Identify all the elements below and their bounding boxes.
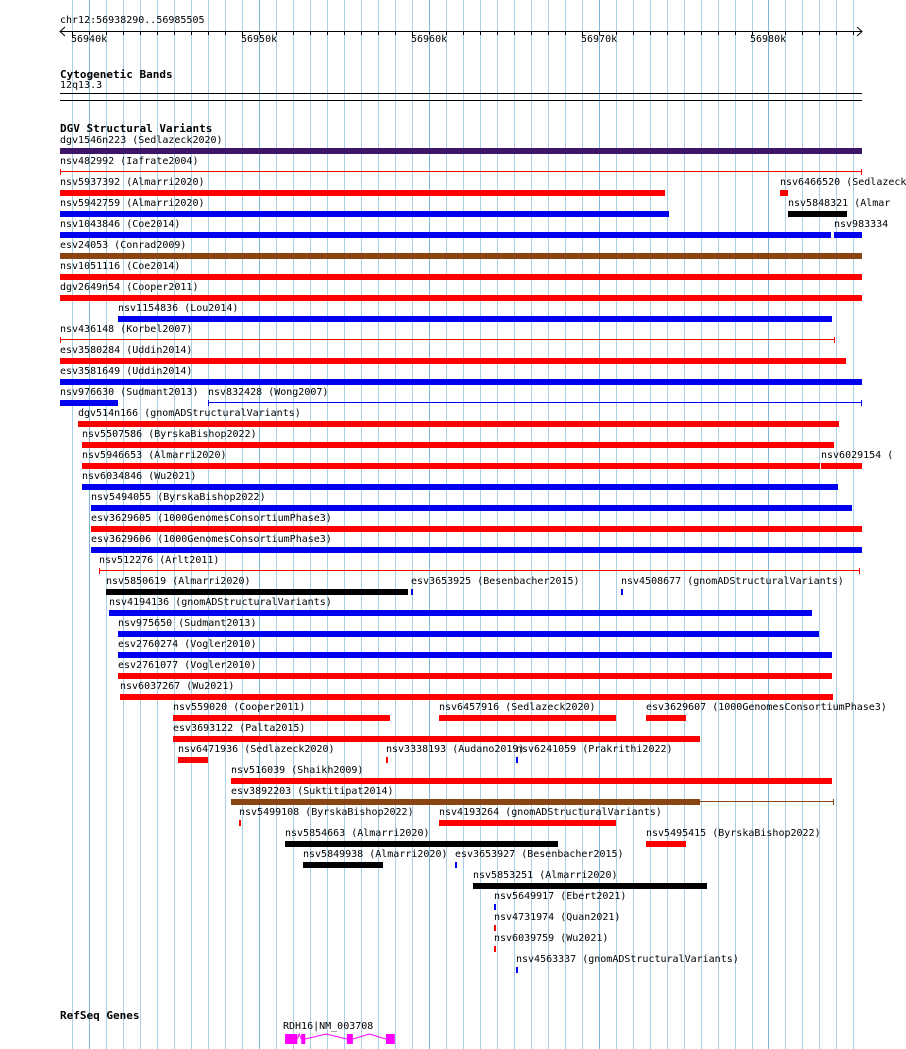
sv-feature-label[interactable]: nsv4508677 (gnomADStructuralVariants) <box>621 576 844 587</box>
sv-feature-label[interactable]: nsv5854663 (Almarri2020) <box>285 828 430 839</box>
sv-feature-label[interactable]: dgv2649n54 (Cooper2011) <box>60 282 199 293</box>
sv-feature-label[interactable]: esv3629606 (1000GenomesConsortiumPhase3) <box>91 534 332 545</box>
sv-feature-label[interactable]: nsv5942759 (Almarri2020) <box>60 198 205 209</box>
sv-feature-label[interactable]: esv3693122 (Palta2015) <box>173 723 306 734</box>
sv-feature-label[interactable]: nsv3338193 (Audano2019) <box>386 744 525 755</box>
gene-label[interactable]: RDH16|NM_003708 <box>283 1021 374 1032</box>
sv-feature-label[interactable]: esv24053 (Conrad2009) <box>60 240 187 251</box>
ruler-tick-label: 56940k <box>71 34 108 45</box>
gene-exon[interactable] <box>301 1034 305 1044</box>
sv-feature-label[interactable]: nsv1051116 (Coe2014) <box>60 261 181 272</box>
track-title-refseq: RefSeq Genes <box>60 1009 140 1022</box>
sv-feature-label[interactable]: nsv516039 (Shaikh2009) <box>231 765 364 776</box>
sv-feature-label[interactable]: nsv832428 (Wong2007) <box>208 387 329 398</box>
sv-feature-label[interactable]: nsv559020 (Cooper2011) <box>173 702 306 713</box>
sv-feature-label[interactable]: nsv5946653 (Almarri2020) <box>82 450 227 461</box>
sv-feature-label[interactable]: esv3653927 (Besenbacher2015) <box>455 849 624 860</box>
sv-feature-label[interactable]: esv3581649 (Uddin2014) <box>60 366 193 377</box>
sv-feature-label[interactable]: nsv1154836 (Lou2014) <box>118 303 239 314</box>
sv-feature-label[interactable]: nsv6029154 ( <box>821 450 894 461</box>
sv-feature-label[interactable]: nsv6039759 (Wu2021) <box>494 933 609 944</box>
gene-intron <box>305 1034 347 1039</box>
ruler-tick-label: 56960k <box>411 34 448 45</box>
sv-feature-label[interactable]: nsv5853251 (Almarri2020) <box>473 870 618 881</box>
sv-feature-label[interactable]: nsv5499108 (ByrskaBishop2022) <box>239 807 414 818</box>
gene-exon[interactable] <box>285 1034 297 1044</box>
sv-feature-label[interactable]: nsv983334 <box>834 219 889 230</box>
sv-feature-label[interactable]: nsv4731974 (Quan2021) <box>494 912 621 923</box>
sv-feature-label[interactable]: nsv976630 (Sudmant2013) <box>60 387 199 398</box>
sv-feature-label[interactable]: nsv6241059 (Prakrithi2022) <box>516 744 673 755</box>
cytoband-label: 12q13.3 <box>60 80 103 91</box>
sv-feature-label[interactable]: esv3629605 (1000GenomesConsortiumPhase3) <box>91 513 332 524</box>
gene-intron <box>353 1034 386 1039</box>
sv-feature-label[interactable]: esv3580284 (Uddin2014) <box>60 345 193 356</box>
sv-feature-label[interactable]: nsv482992 (Iafrate2004) <box>60 156 199 167</box>
sv-feature-label[interactable]: esv3653925 (Besenbacher2015) <box>411 576 580 587</box>
track-title-dgv: DGV Structural Variants <box>60 122 213 135</box>
sv-feature-label[interactable]: nsv5849938 (Almarri2020) <box>303 849 448 860</box>
sv-feature-label[interactable]: nsv4194136 (gnomADStructuralVariants) <box>109 597 332 608</box>
sv-feature-label[interactable]: nsv6034846 (Wu2021) <box>82 471 197 482</box>
location-label: chr12:56938290..56985505 <box>60 15 205 26</box>
gene-exon[interactable] <box>347 1034 353 1044</box>
sv-feature-label[interactable]: nsv5848321 (Almar <box>788 198 891 209</box>
sv-feature-label[interactable]: esv2760274 (Vogler2010) <box>118 639 257 650</box>
sv-feature-label[interactable]: nsv5507586 (ByrskaBishop2022) <box>82 429 257 440</box>
sv-feature-label[interactable]: esv3892203 (Suktitipat2014) <box>231 786 394 797</box>
sv-feature-label[interactable]: nsv5649917 (Ebert2021) <box>494 891 627 902</box>
sv-feature-label[interactable]: nsv5494055 (ByrskaBishop2022) <box>91 492 266 503</box>
track-title-cytogenetic-bands: Cytogenetic Bands <box>60 68 173 81</box>
gene-intron <box>297 1034 301 1039</box>
sv-feature-label[interactable]: nsv6471936 (Sedlazeck2020) <box>178 744 335 755</box>
sv-feature-label[interactable]: nsv5937392 (Almarri2020) <box>60 177 205 188</box>
sv-feature-label[interactable]: nsv512276 (Arlt2011) <box>99 555 220 566</box>
sv-feature-label[interactable]: esv3629607 (1000GenomesConsortiumPhase3) <box>646 702 887 713</box>
sv-feature-label[interactable]: nsv5495415 (ByrskaBishop2022) <box>646 828 821 839</box>
ruler-tick-label: 56950k <box>241 34 278 45</box>
sv-feature-label[interactable]: nsv4563337 (gnomADStructuralVariants) <box>516 954 739 965</box>
sv-feature-label[interactable]: nsv5850619 (Almarri2020) <box>106 576 251 587</box>
sv-feature-label[interactable]: nsv6457916 (Sedlazeck2020) <box>439 702 596 713</box>
sv-feature-label[interactable]: dgv1546n223 (Sedlazeck2020) <box>60 135 223 146</box>
sv-feature-label[interactable]: nsv4193264 (gnomADStructuralVariants) <box>439 807 662 818</box>
sv-feature-label[interactable]: nsv1043846 (Coe2014) <box>60 219 181 230</box>
sv-feature-label[interactable]: nsv975650 (Sudmant2013) <box>118 618 257 629</box>
ruler-tick-label: 56980k <box>750 34 787 45</box>
sv-feature-label[interactable]: nsv6037267 (Wu2021) <box>120 681 235 692</box>
gene-exon[interactable] <box>386 1034 395 1044</box>
ruler-tick-label: 56970k <box>581 34 618 45</box>
sv-feature-label[interactable]: dgv514n166 (gnomADStructuralVariants) <box>78 408 301 419</box>
sv-feature-label[interactable]: esv2761077 (Vogler2010) <box>118 660 257 671</box>
sv-feature-label[interactable]: nsv436148 (Korbel2007) <box>60 324 193 335</box>
sv-feature-label[interactable]: nsv6466520 (Sedlazeck <box>780 177 906 188</box>
